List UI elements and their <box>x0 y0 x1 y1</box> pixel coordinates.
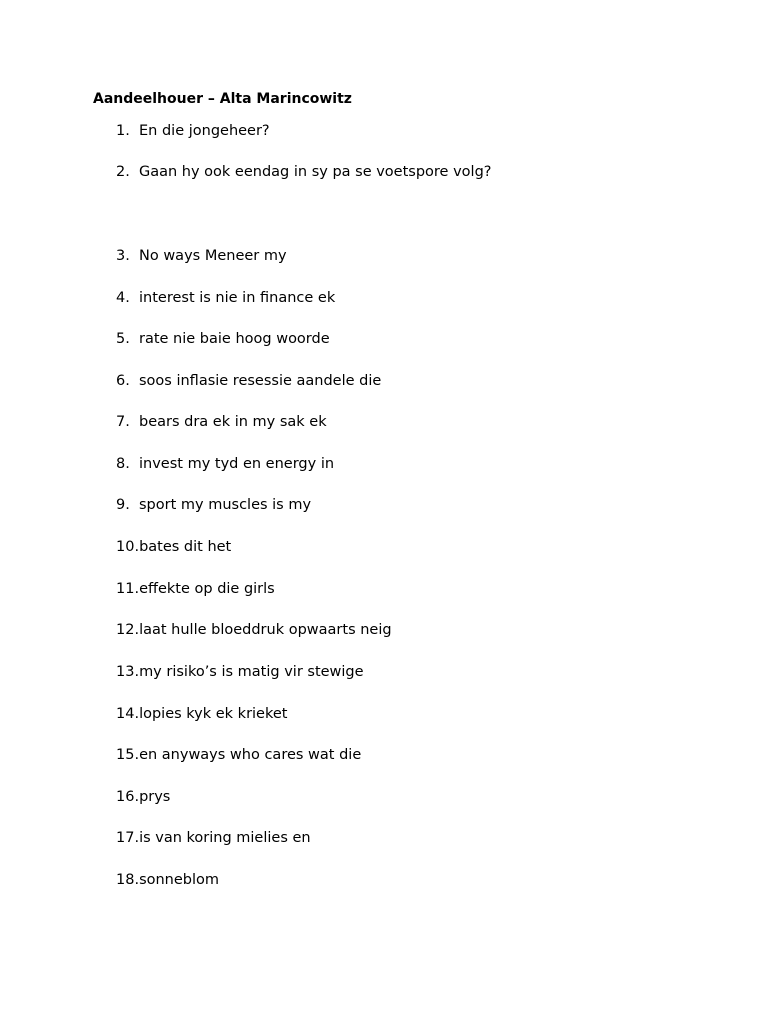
item-text: interest is nie in finance ek <box>139 290 336 306</box>
item-text: laat hulle bloeddruk opwaarts neig <box>139 622 392 638</box>
list-item <box>116 704 287 724</box>
item-number: 5. <box>116 331 130 347</box>
list-item <box>116 121 270 141</box>
item-number: 16. <box>116 789 140 805</box>
list-item <box>116 828 311 848</box>
list-item <box>116 745 361 765</box>
list-item <box>116 495 311 515</box>
item-number: 6. <box>116 373 130 389</box>
list-item <box>116 537 231 557</box>
item-text: invest my tyd en energy in <box>139 456 335 472</box>
item-number: 2. <box>116 164 130 180</box>
item-number: 12. <box>116 622 140 638</box>
document-title: Aandeelhouer – Alta Marincowitz <box>93 91 352 107</box>
item-text: effekte op die girls <box>139 581 275 597</box>
list-item <box>116 288 335 308</box>
item-number: 4. <box>116 290 130 306</box>
list-item <box>116 371 381 391</box>
item-text: prys <box>139 789 171 805</box>
item-number: 10. <box>116 539 140 555</box>
item-number: 9. <box>116 497 130 513</box>
item-number: 13. <box>116 664 140 680</box>
list-item <box>116 787 170 807</box>
item-text: lopies kyk ek krieket <box>139 706 288 722</box>
item-number: 18. <box>116 872 140 888</box>
item-text: En die jongeheer? <box>139 123 270 139</box>
list-item <box>116 162 491 182</box>
item-text: en anyways who cares wat die <box>139 747 362 763</box>
item-text: No ways Meneer my <box>139 248 287 264</box>
item-text: sonneblom <box>139 872 220 888</box>
list-item <box>116 620 392 640</box>
item-text: rate nie baie hoog woorde <box>139 331 330 347</box>
item-text: sport my muscles is my <box>139 497 312 513</box>
list-item <box>116 329 330 349</box>
list-item <box>116 579 275 599</box>
item-number: 17. <box>116 830 140 846</box>
item-text: soos inflasie resessie aandele die <box>139 373 382 389</box>
item-number: 7. <box>116 414 130 430</box>
item-text: bears dra ek in my sak ek <box>139 414 327 430</box>
list-item <box>116 662 364 682</box>
item-number: 14. <box>116 706 140 722</box>
list-item <box>116 870 219 890</box>
item-number: 11. <box>116 581 140 597</box>
list-item <box>116 246 287 266</box>
item-text: is van koring mielies en <box>139 830 311 846</box>
item-number: 15. <box>116 747 140 763</box>
item-text: bates dit het <box>139 539 232 555</box>
item-number: 8. <box>116 456 130 472</box>
list-item <box>116 454 334 474</box>
item-number: 3. <box>116 248 130 264</box>
item-text: my risiko’s is matig vir stewige <box>139 664 364 680</box>
item-number: 1. <box>116 123 130 139</box>
item-text: Gaan hy ook eendag in sy pa se voetspore volg? <box>139 164 492 180</box>
list-item <box>116 412 327 432</box>
